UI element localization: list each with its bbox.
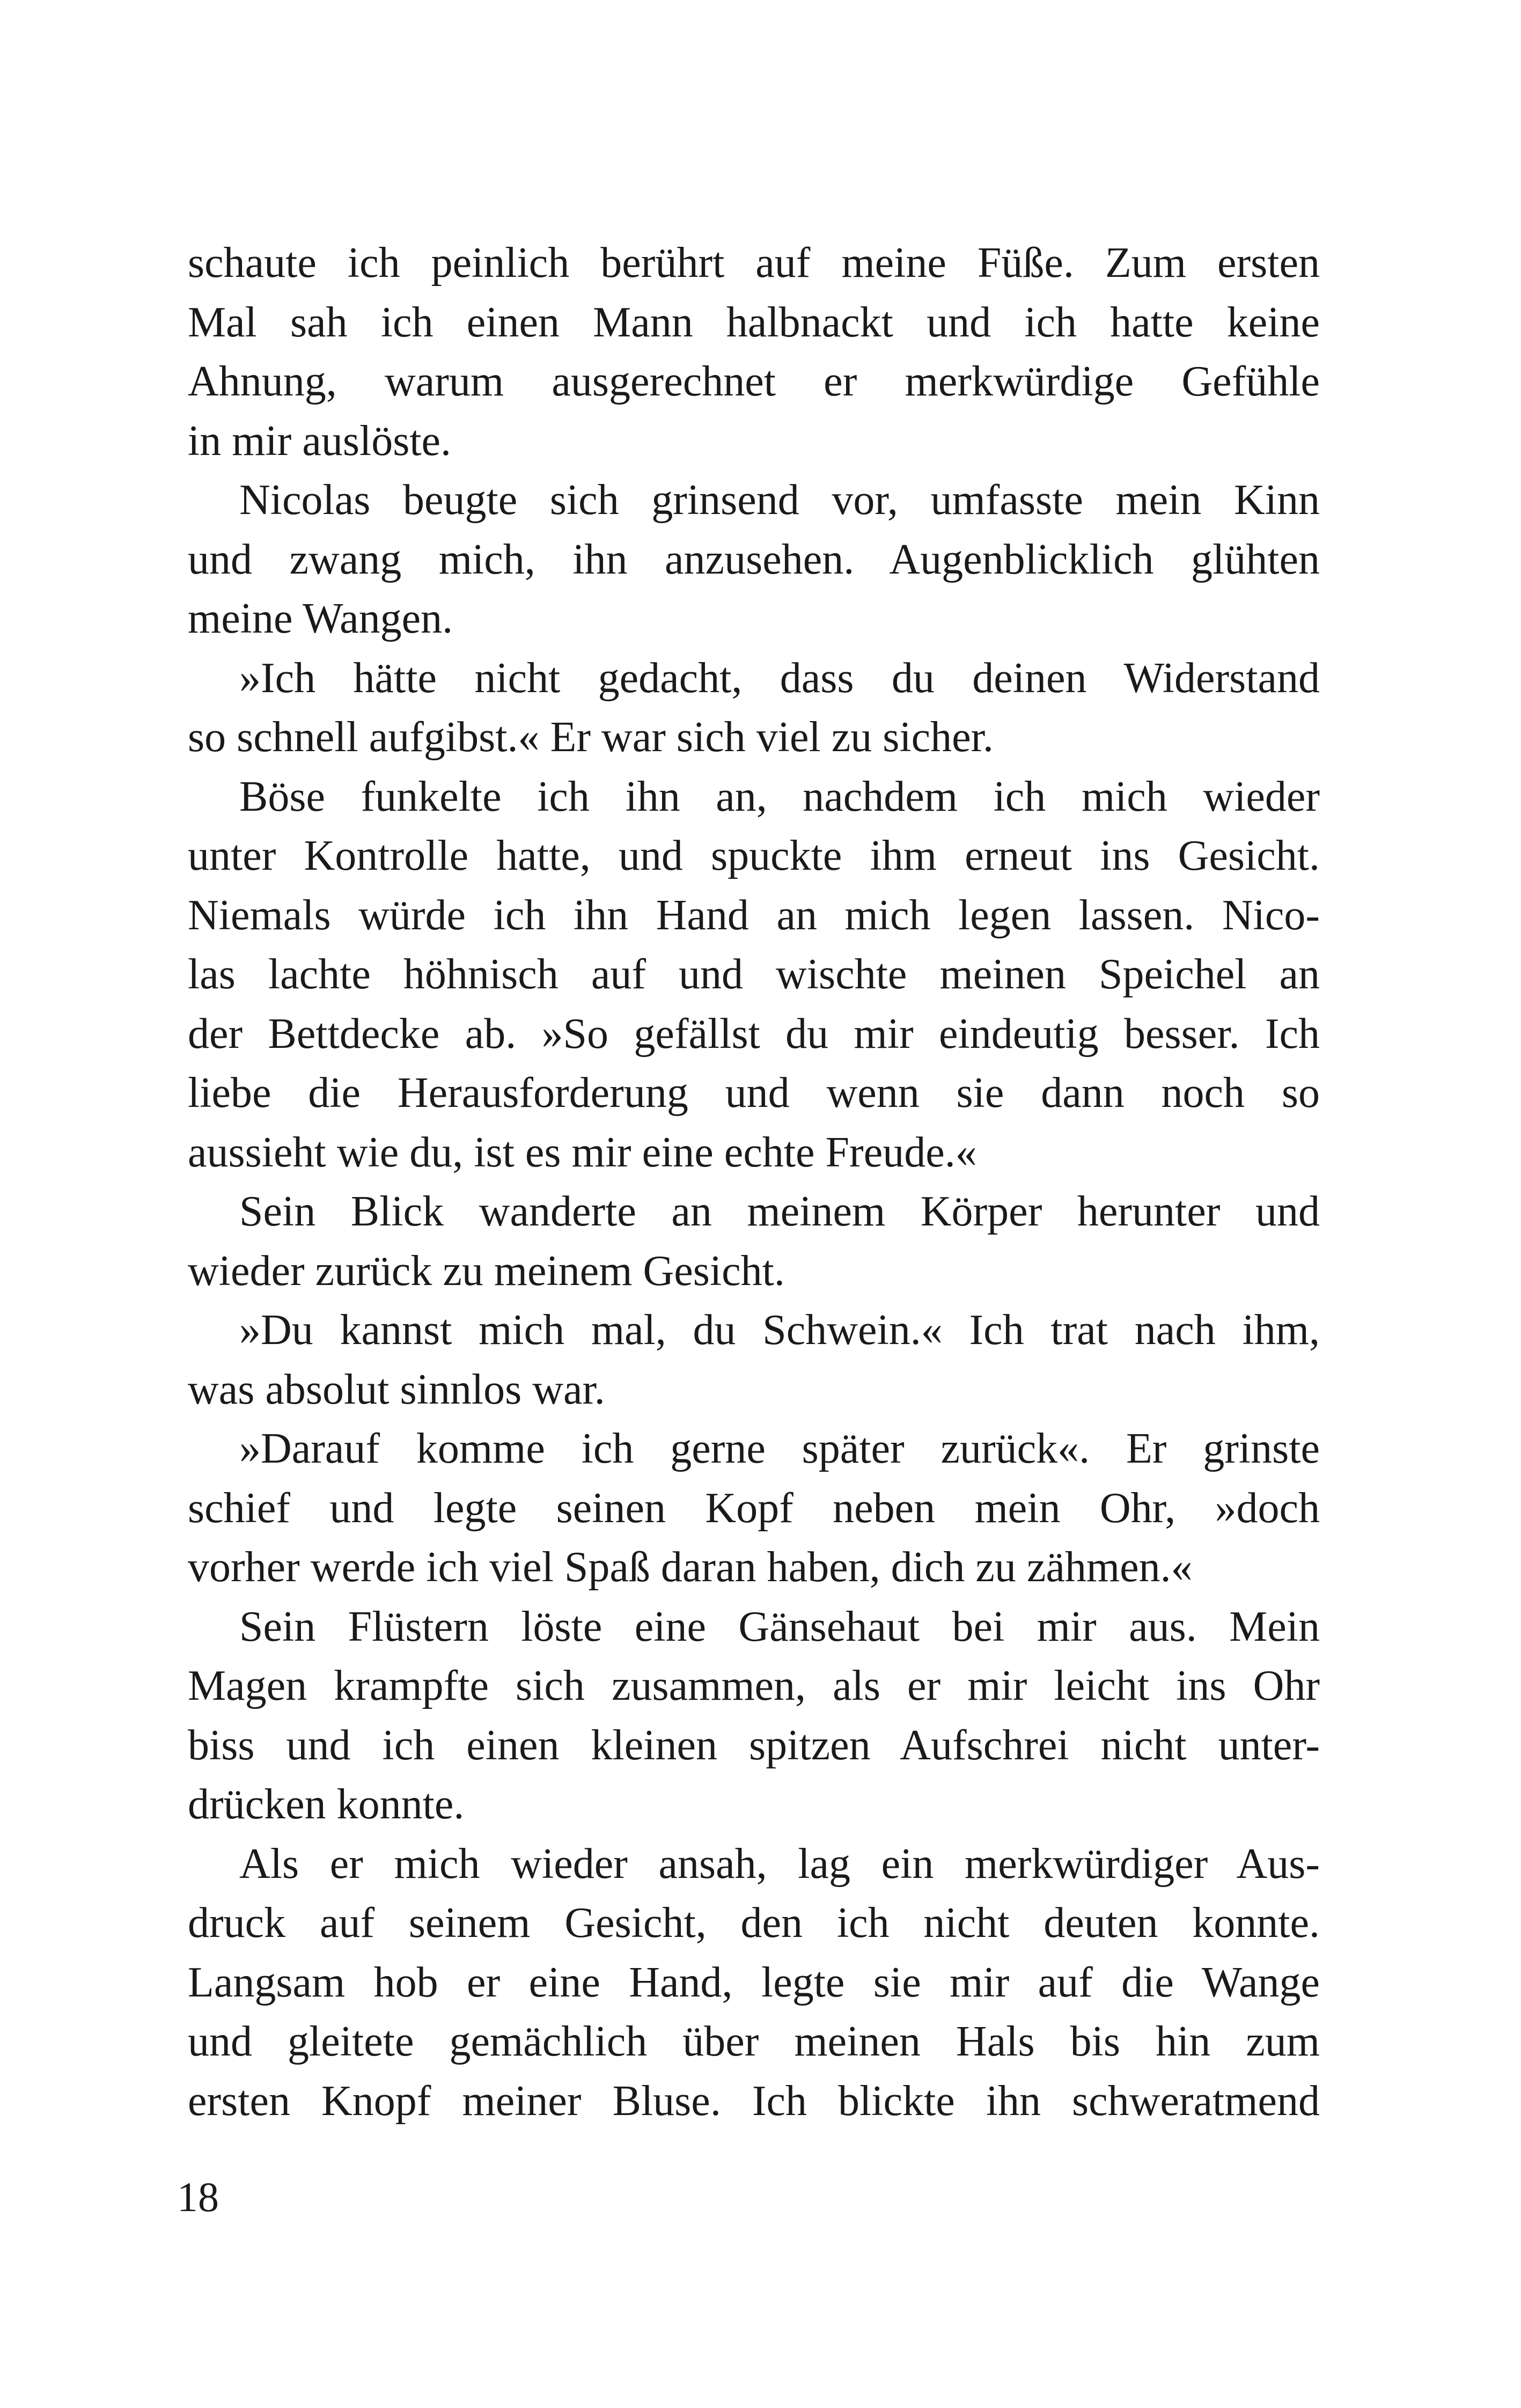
text-line: »Du kannst mich mal, du Schwein.« Ich trat nach ihm, bbox=[239, 1306, 1320, 1354]
text-line: »Ich hätte nicht gedacht, dass du deinen Widerstand bbox=[239, 654, 1320, 702]
text-line: Magen krampfte sich zusammen, als er mir leicht ins Ohr bbox=[188, 1662, 1320, 1709]
text-line: so schnell aufgibst.« Er war sich viel zu sicher. bbox=[188, 714, 994, 761]
text-line: »Darauf komme ich gerne später zurück«. Er grinste bbox=[239, 1425, 1320, 1472]
text-line: in mir auslöste. bbox=[188, 417, 452, 465]
page-number: 18 bbox=[177, 2174, 219, 2220]
text-line: Sein Blick wanderte an meinem Körper herunter und bbox=[239, 1188, 1320, 1235]
text-line: Als er mich wieder ansah, lag ein merkwürdiger Aus- bbox=[239, 1840, 1320, 1888]
text-line: der Bettdecke ab. »So gefällst du mir eindeutig besser. Ich bbox=[188, 1010, 1320, 1058]
paragraph bbox=[188, 649, 1320, 767]
paragraph bbox=[188, 1182, 1320, 1301]
text-line: biss und ich einen kleinen spitzen Aufschrei nicht unter- bbox=[188, 1721, 1320, 1769]
text-line: schief und legte seinen Kopf neben mein Ohr, »doch bbox=[188, 1484, 1320, 1532]
text-line: drücken konnte. bbox=[188, 1781, 465, 1828]
text-line: unter Kontrolle hatte, und spuckte ihm erneut ins Gesicht. bbox=[188, 832, 1320, 879]
paragraph bbox=[188, 471, 1320, 649]
text-line: Böse funkelte ich ihn an, nachdem ich mich wieder bbox=[239, 773, 1320, 820]
paragraph bbox=[188, 1597, 1320, 1834]
body-text bbox=[188, 233, 1320, 2131]
text-line: wieder zurück zu meinem Gesicht. bbox=[188, 1247, 785, 1295]
text-line: Langsam hob er eine Hand, legte sie mir auf die Wange bbox=[188, 1958, 1320, 2006]
text-line: ersten Knopf meiner Bluse. Ich blickte ihn schweratmend bbox=[188, 2077, 1320, 2125]
text-line: liebe die Herausforderung und wenn sie dann noch so bbox=[188, 1069, 1320, 1117]
text-line: was absolut sinnlos war. bbox=[188, 1365, 605, 1413]
text-line: schaute ich peinlich berührt auf meine Füße. Zum ersten bbox=[188, 239, 1320, 287]
paragraph bbox=[188, 1419, 1320, 1597]
text-line: Nicolas beugte sich grinsend vor, umfasste mein Kinn bbox=[239, 476, 1320, 524]
text-line: las lachte höhnisch auf und wischte meinen Speichel an bbox=[188, 951, 1320, 998]
paragraph bbox=[188, 1834, 1320, 2131]
text-line: Sein Flüstern löste eine Gänsehaut bei mir aus. Mein bbox=[239, 1603, 1320, 1650]
paragraph bbox=[188, 1301, 1320, 1419]
paragraph bbox=[188, 233, 1320, 471]
text-line: Ahnung, warum ausgerechnet er merkwürdige Gefühle bbox=[188, 358, 1320, 405]
text-line: und gleitete gemächlich über meinen Hals bis hin zum bbox=[188, 2018, 1320, 2065]
text-line: und zwang mich, ihn anzusehen. Augenblicklich glühten bbox=[188, 535, 1320, 583]
text-line: vorher werde ich viel Spaß daran haben, dich zu zähmen.« bbox=[188, 1544, 1193, 1591]
text-line: aussieht wie du, ist es mir eine echte Freude.« bbox=[188, 1128, 977, 1176]
paragraph bbox=[188, 767, 1320, 1183]
text-line: Niemals würde ich ihn Hand an mich legen lassen. Nico- bbox=[188, 891, 1320, 939]
text-line: Mal sah ich einen Mann halbnackt und ich hatte keine bbox=[188, 298, 1320, 346]
text-line: druck auf seinem Gesicht, den ich nicht deuten konnte. bbox=[188, 1899, 1320, 1947]
text-line: meine Wangen. bbox=[188, 595, 453, 642]
